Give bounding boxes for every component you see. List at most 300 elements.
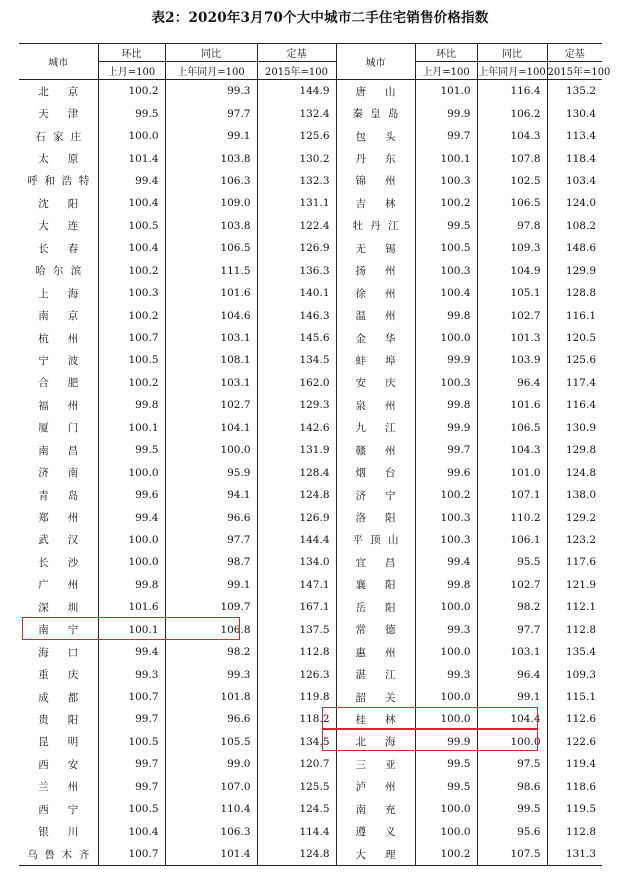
fixed-value-right: 124.0 — [547, 192, 602, 214]
mom-value-right: 100.5 — [415, 237, 477, 259]
yoy-value-left: 107.0 — [165, 776, 257, 798]
yoy-value-right: 105.1 — [477, 282, 547, 304]
fixed-value-right: 148.6 — [547, 237, 602, 259]
fixed-value-right: 123.2 — [547, 529, 602, 551]
mom-value-right: 100.3 — [415, 506, 477, 528]
yoy-value-right: 104.3 — [477, 439, 547, 461]
city-name: 烟台 — [355, 467, 396, 480]
mom-value-right: 99.9 — [415, 731, 477, 753]
mom-value-right: 100.3 — [415, 170, 477, 192]
fixed-value-left: 137.5 — [257, 619, 336, 641]
fixed-value-left: 144.9 — [257, 80, 336, 103]
table-body — [19, 80, 602, 866]
table-row — [19, 708, 602, 730]
city-name: 贵阳 — [38, 713, 79, 726]
mom-value-left: 100.0 — [98, 551, 165, 573]
city-cell-right — [336, 461, 415, 483]
fixed-value-right: 118.6 — [547, 776, 602, 798]
mom-value-right: 100.3 — [415, 260, 477, 282]
yoy-value-right: 107.1 — [477, 484, 547, 506]
fixed-value-left: 124.8 — [257, 843, 336, 866]
fixed-value-left: 120.7 — [257, 753, 336, 775]
fixed-value-left: 146.3 — [257, 304, 336, 326]
fixed-value-left: 128.4 — [257, 461, 336, 483]
table-row — [19, 304, 602, 326]
mom-value-right: 99.6 — [415, 461, 477, 483]
fixed-value-right: 108.2 — [547, 215, 602, 237]
city-name: 福州 — [38, 399, 79, 412]
yoy-value-left: 99.1 — [165, 574, 257, 596]
city-cell-left — [19, 529, 98, 551]
fixed-value-right: 124.8 — [547, 461, 602, 483]
fixed-value-right: 129.2 — [547, 506, 602, 528]
yoy-value-left: 103.1 — [165, 327, 257, 349]
yoy-value-left: 105.5 — [165, 731, 257, 753]
fixed-value-left: 126.3 — [257, 663, 336, 685]
yoy-value-right: 102.7 — [477, 304, 547, 326]
city-name: 南宁 — [38, 624, 79, 637]
mom-value-right: 100.0 — [415, 820, 477, 842]
city-cell-right — [336, 80, 415, 103]
yoy-value-left: 104.1 — [165, 417, 257, 439]
city-cell-right — [336, 192, 415, 214]
city-name: 牡丹江 — [352, 220, 399, 233]
yoy-value-right: 104.9 — [477, 260, 547, 282]
fixed-value-right: 117.6 — [547, 551, 602, 573]
fixed-base-right: 2015年=100 — [547, 62, 602, 80]
city-name: 乌鲁木齐 — [27, 848, 90, 861]
city-cell-right — [336, 641, 415, 663]
mom-value-left: 99.7 — [98, 708, 165, 730]
fixed-value-left: 130.2 — [257, 147, 336, 169]
city-cell-right — [336, 327, 415, 349]
mom-value-left: 101.6 — [98, 596, 165, 618]
city-cell-right — [336, 439, 415, 461]
mom-value-left: 99.5 — [98, 102, 165, 124]
fixed-value-left: 126.9 — [257, 506, 336, 528]
yoy-value-right: 96.4 — [477, 663, 547, 685]
city-name: 金华 — [355, 332, 396, 345]
city-cell-left — [19, 394, 98, 416]
city-name: 韶关 — [355, 691, 396, 704]
city-cell-left — [19, 843, 98, 866]
city-cell-left — [19, 417, 98, 439]
city-name: 青岛 — [38, 489, 79, 502]
city-cell-right — [336, 574, 415, 596]
city-name: 桂林 — [355, 713, 396, 726]
fixed-value-right: 103.4 — [547, 170, 602, 192]
mom-value-right: 100.0 — [415, 327, 477, 349]
mom-value-left: 101.4 — [98, 147, 165, 169]
city-name: 岳阳 — [355, 601, 396, 614]
mom-value-right: 99.9 — [415, 349, 477, 371]
city-cell-right — [336, 708, 415, 730]
city-name: 海口 — [38, 646, 79, 659]
yoy-value-right: 95.6 — [477, 820, 547, 842]
table-row — [19, 394, 602, 416]
fixed-value-right: 116.1 — [547, 304, 602, 326]
fixed-value-left: 134.0 — [257, 551, 336, 573]
city-cell-right — [336, 125, 415, 147]
city-cell-right — [336, 417, 415, 439]
city-header-left: 城市 — [19, 44, 98, 80]
city-name: 湛江 — [355, 669, 396, 682]
city-cell-left — [19, 686, 98, 708]
yoy-value-right: 102.7 — [477, 574, 547, 596]
city-cell-left — [19, 776, 98, 798]
city-name: 厦门 — [38, 422, 79, 435]
city-name: 温州 — [355, 310, 396, 323]
fixed-value-right: 121.9 — [547, 574, 602, 596]
yoy-value-left: 99.3 — [165, 663, 257, 685]
fixed-value-right: 122.6 — [547, 731, 602, 753]
mom-header-left: 环比 — [98, 44, 165, 62]
yoy-header-left: 同比 — [165, 44, 257, 62]
yoy-value-left: 108.1 — [165, 349, 257, 371]
mom-value-left: 100.5 — [98, 731, 165, 753]
fixed-value-left: 119.8 — [257, 686, 336, 708]
fixed-value-right: 113.4 — [547, 125, 602, 147]
city-cell-left — [19, 820, 98, 842]
city-name: 襄阳 — [355, 579, 396, 592]
mom-value-left: 99.4 — [98, 641, 165, 663]
subheader-row — [19, 62, 602, 80]
city-cell-left — [19, 372, 98, 394]
mom-value-right: 99.5 — [415, 776, 477, 798]
city-name: 南京 — [38, 310, 79, 323]
city-cell-left — [19, 641, 98, 663]
city-cell-right — [336, 484, 415, 506]
yoy-value-right: 95.5 — [477, 551, 547, 573]
mom-value-right: 100.2 — [415, 192, 477, 214]
fixed-value-right: 119.5 — [547, 798, 602, 820]
mom-value-right: 99.9 — [415, 102, 477, 124]
yoy-base-right: 上年同月=100 — [477, 62, 547, 80]
table-row — [19, 80, 602, 103]
city-name: 泸州 — [355, 781, 396, 794]
yoy-header-right: 同比 — [477, 44, 547, 62]
fixed-value-left: 132.4 — [257, 102, 336, 124]
yoy-value-right: 116.4 — [477, 80, 547, 103]
table-row — [19, 506, 602, 528]
table-row — [19, 282, 602, 304]
fixed-value-right: 138.0 — [547, 484, 602, 506]
mom-header-right: 环比 — [415, 44, 477, 62]
city-name: 宁波 — [38, 354, 79, 367]
city-name: 安庆 — [355, 377, 396, 390]
yoy-value-left: 111.5 — [165, 260, 257, 282]
mom-value-right: 99.7 — [415, 125, 477, 147]
mom-value-right: 100.3 — [415, 372, 477, 394]
fixed-value-right: 120.5 — [547, 327, 602, 349]
city-cell-left — [19, 798, 98, 820]
city-cell-right — [336, 776, 415, 798]
table-row — [19, 147, 602, 169]
city-cell-right — [336, 215, 415, 237]
mom-value-right: 100.2 — [415, 843, 477, 866]
fixed-value-left: 125.6 — [257, 125, 336, 147]
city-cell-left — [19, 170, 98, 192]
city-name: 惠州 — [355, 646, 396, 659]
fixed-value-left: 147.1 — [257, 574, 336, 596]
yoy-value-right: 106.1 — [477, 529, 547, 551]
table-row — [19, 372, 602, 394]
mom-value-left: 99.4 — [98, 170, 165, 192]
yoy-value-left: 97.7 — [165, 529, 257, 551]
city-cell-right — [336, 551, 415, 573]
fixed-value-left: 162.0 — [257, 372, 336, 394]
yoy-value-right: 97.8 — [477, 215, 547, 237]
yoy-value-left: 109.7 — [165, 596, 257, 618]
city-name: 成都 — [38, 691, 79, 704]
yoy-value-left: 94.1 — [165, 484, 257, 506]
city-name: 泉州 — [355, 399, 396, 412]
city-cell-left — [19, 708, 98, 730]
city-cell-right — [336, 282, 415, 304]
city-name: 徐州 — [355, 287, 396, 300]
city-name: 锦州 — [355, 175, 396, 188]
fixed-value-right: 112.6 — [547, 708, 602, 730]
city-name: 遵义 — [355, 826, 396, 839]
mom-value-left: 100.3 — [98, 282, 165, 304]
yoy-value-left: 99.1 — [165, 125, 257, 147]
city-cell-left — [19, 619, 98, 641]
fixed-header-right: 定基 — [547, 44, 602, 62]
yoy-value-right: 101.6 — [477, 394, 547, 416]
fixed-value-right: 117.4 — [547, 372, 602, 394]
city-cell-right — [336, 843, 415, 866]
yoy-value-left: 110.4 — [165, 798, 257, 820]
yoy-value-right: 102.5 — [477, 170, 547, 192]
table-row — [19, 237, 602, 259]
city-cell-left — [19, 282, 98, 304]
yoy-value-right: 97.5 — [477, 753, 547, 775]
fixed-value-left: 144.4 — [257, 529, 336, 551]
mom-value-left: 100.0 — [98, 529, 165, 551]
city-cell-right — [336, 753, 415, 775]
city-name: 上海 — [38, 287, 79, 300]
city-cell-right — [336, 619, 415, 641]
city-name: 西宁 — [38, 803, 79, 816]
city-name: 无锡 — [355, 242, 396, 255]
city-name: 丹东 — [355, 153, 396, 166]
table-row — [19, 776, 602, 798]
city-cell-left — [19, 349, 98, 371]
city-cell-right — [336, 260, 415, 282]
city-name: 宜昌 — [355, 556, 396, 569]
table-row — [19, 753, 602, 775]
yoy-value-left: 99.3 — [165, 80, 257, 103]
yoy-value-right: 101.0 — [477, 461, 547, 483]
mom-value-left: 100.5 — [98, 349, 165, 371]
mom-value-right: 99.4 — [415, 551, 477, 573]
fixed-value-left: 134.5 — [257, 731, 336, 753]
city-name: 北京 — [38, 85, 79, 98]
city-name: 大理 — [355, 848, 396, 861]
city-cell-right — [336, 506, 415, 528]
city-name: 九江 — [355, 422, 396, 435]
fixed-value-right: 130.4 — [547, 102, 602, 124]
fixed-value-left: 112.8 — [257, 641, 336, 663]
yoy-value-left: 103.1 — [165, 372, 257, 394]
fixed-value-left: 129.3 — [257, 394, 336, 416]
table-row — [19, 619, 602, 641]
mom-value-right: 99.9 — [415, 417, 477, 439]
city-header-right: 城市 — [336, 44, 415, 80]
fixed-value-left: 114.4 — [257, 820, 336, 842]
mom-value-left: 99.8 — [98, 394, 165, 416]
fixed-value-right: 135.4 — [547, 641, 602, 663]
fixed-value-left: 131.9 — [257, 439, 336, 461]
fixed-value-right: 115.1 — [547, 686, 602, 708]
fixed-value-right: 130.9 — [547, 417, 602, 439]
yoy-value-right: 104.3 — [477, 125, 547, 147]
city-cell-left — [19, 192, 98, 214]
table-row — [19, 551, 602, 573]
table-row — [19, 843, 602, 866]
yoy-value-left: 106.8 — [165, 619, 257, 641]
city-cell-left — [19, 551, 98, 573]
fixed-value-right: 128.8 — [547, 282, 602, 304]
mom-value-right: 99.5 — [415, 215, 477, 237]
yoy-value-right: 106.2 — [477, 102, 547, 124]
mom-value-left: 99.8 — [98, 574, 165, 596]
mom-value-right: 100.0 — [415, 596, 477, 618]
city-cell-left — [19, 102, 98, 124]
fixed-value-left: 124.8 — [257, 484, 336, 506]
mom-value-left: 99.4 — [98, 506, 165, 528]
table-row — [19, 215, 602, 237]
city-name: 长沙 — [38, 556, 79, 569]
mom-value-right: 100.0 — [415, 641, 477, 663]
mom-value-left: 100.7 — [98, 843, 165, 866]
yoy-value-left: 106.5 — [165, 237, 257, 259]
city-name: 吉林 — [355, 197, 396, 210]
city-cell-left — [19, 753, 98, 775]
table-row — [19, 461, 602, 483]
yoy-value-right: 97.7 — [477, 619, 547, 641]
mom-value-right: 100.3 — [415, 529, 477, 551]
city-name: 银川 — [38, 826, 79, 839]
yoy-value-left: 99.0 — [165, 753, 257, 775]
fixed-value-right: 116.4 — [547, 394, 602, 416]
city-cell-right — [336, 237, 415, 259]
fixed-header-left: 定基 — [257, 44, 336, 62]
city-name: 兰州 — [38, 781, 79, 794]
mom-value-right: 100.2 — [415, 484, 477, 506]
fixed-value-left: 136.3 — [257, 260, 336, 282]
fixed-value-right: 119.4 — [547, 753, 602, 775]
city-cell-left — [19, 147, 98, 169]
yoy-value-right: 110.2 — [477, 506, 547, 528]
table-row — [19, 529, 602, 551]
city-cell-left — [19, 327, 98, 349]
mom-value-left: 99.7 — [98, 776, 165, 798]
table-row — [19, 192, 602, 214]
city-name: 蚌埠 — [355, 354, 396, 367]
city-cell-right — [336, 147, 415, 169]
mom-value-left: 99.7 — [98, 753, 165, 775]
fixed-value-left: 124.5 — [257, 798, 336, 820]
city-cell-left — [19, 574, 98, 596]
fixed-value-right: 125.6 — [547, 349, 602, 371]
city-cell-right — [336, 663, 415, 685]
yoy-value-left: 100.0 — [165, 439, 257, 461]
city-cell-left — [19, 215, 98, 237]
city-cell-left — [19, 731, 98, 753]
city-name: 洛阳 — [355, 512, 396, 525]
yoy-value-right: 99.5 — [477, 798, 547, 820]
table-row — [19, 125, 602, 147]
yoy-value-right: 106.5 — [477, 417, 547, 439]
city-cell-left — [19, 237, 98, 259]
yoy-value-right: 98.6 — [477, 776, 547, 798]
table-row — [19, 798, 602, 820]
mom-value-right: 99.3 — [415, 663, 477, 685]
city-name: 武汉 — [38, 534, 79, 547]
mom-value-left: 100.0 — [98, 461, 165, 483]
fixed-value-right: 109.3 — [547, 663, 602, 685]
city-name: 杭州 — [38, 332, 79, 345]
city-name: 呼和浩特 — [27, 175, 90, 188]
mom-value-left: 100.2 — [98, 372, 165, 394]
city-cell-left — [19, 439, 98, 461]
fixed-value-left: 145.6 — [257, 327, 336, 349]
fixed-value-left: 118.2 — [257, 708, 336, 730]
city-cell-right — [336, 170, 415, 192]
city-name: 济宁 — [355, 489, 396, 502]
fixed-value-right: 112.8 — [547, 820, 602, 842]
yoy-value-left: 103.8 — [165, 215, 257, 237]
city-cell-right — [336, 372, 415, 394]
mom-value-left: 100.4 — [98, 192, 165, 214]
fixed-value-right: 129.9 — [547, 260, 602, 282]
yoy-value-left: 106.3 — [165, 820, 257, 842]
mom-value-left: 100.5 — [98, 215, 165, 237]
city-name: 北海 — [355, 736, 396, 749]
mom-value-left: 100.2 — [98, 304, 165, 326]
table-row — [19, 574, 602, 596]
city-cell-left — [19, 125, 98, 147]
table-row — [19, 327, 602, 349]
city-cell-left — [19, 484, 98, 506]
yoy-value-left: 109.0 — [165, 192, 257, 214]
fixed-value-right: 129.8 — [547, 439, 602, 461]
city-cell-right — [336, 102, 415, 124]
yoy-value-right: 104.4 — [477, 708, 547, 730]
table-row — [19, 102, 602, 124]
fixed-value-left: 131.1 — [257, 192, 336, 214]
fixed-value-left: 134.5 — [257, 349, 336, 371]
city-cell-right — [336, 798, 415, 820]
city-name: 包头 — [355, 130, 396, 143]
yoy-value-right: 109.3 — [477, 237, 547, 259]
city-name: 赣州 — [355, 444, 396, 457]
mom-value-left: 100.2 — [98, 80, 165, 103]
fixed-value-left: 126.9 — [257, 237, 336, 259]
table-row — [19, 484, 602, 506]
yoy-value-left: 106.3 — [165, 170, 257, 192]
city-cell-right — [336, 596, 415, 618]
city-name: 广州 — [38, 579, 79, 592]
mom-value-right: 99.3 — [415, 619, 477, 641]
mom-value-left: 100.7 — [98, 327, 165, 349]
mom-value-right: 99.5 — [415, 753, 477, 775]
city-name: 哈尔滨 — [35, 265, 82, 278]
mom-value-right: 99.8 — [415, 394, 477, 416]
city-cell-left — [19, 596, 98, 618]
mom-value-right: 100.0 — [415, 686, 477, 708]
